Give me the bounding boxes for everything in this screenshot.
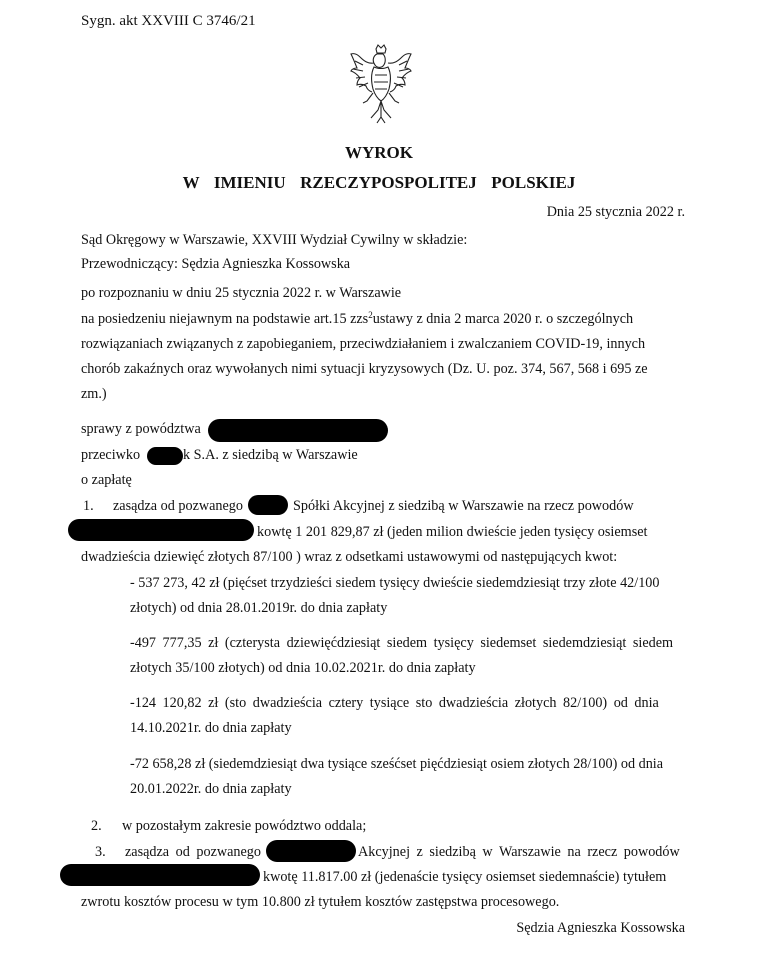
item-text: zwrotu kosztów procesu w tym 10.800 zł tytułem kosztów zastępstwa procesowego.	[81, 894, 560, 910]
procedure-text: na posiedzeniu niejawnym na podstawie art.15 zzs	[81, 311, 369, 327]
item-text: dwadzieścia dziewięć złotych 87/100 ) wraz z odsetkami ustawowymi od następujących kwot:	[81, 549, 618, 565]
item-number: 3.	[95, 844, 106, 860]
item-text: kowtę 1 201 829,87 zł (jeden milion dwieście jeden tysięcy osiemset	[257, 524, 648, 540]
procedure-line: chorób zakaźnych oraz wywołanych nimi sytuacji kryzysowych (Dz. U. poz. 374, 567, 568 i 695 ze	[81, 361, 648, 377]
procedure-line	[81, 311, 633, 328]
superscript: 2	[368, 310, 373, 320]
item-text: zasądza od pozwanego	[125, 844, 261, 860]
interest-amount: -124 120,82 zł (sto dwadzieścia cztery tysiące sto dwadzieścia złotych 82/100) od dnia	[130, 695, 659, 711]
interest-amount: 14.10.2021r. do dnia zapłaty	[130, 720, 292, 736]
interest-amount: - 537 273, 42 zł (pięćset trzydzieści siedem tysięcy dwieście siedemdziesiąt trzy złote 42/100	[130, 575, 660, 591]
case-defendant-rest: k S.A. z siedzibą w Warszawie	[183, 447, 358, 463]
court-composition: Sąd Okręgowy w Warszawie, XXVIII Wydział Cywilny w składzie:	[81, 232, 468, 248]
item-text: Spółki Akcyjnej z siedzibą w Warszawie na rzecz powodów	[293, 498, 634, 514]
interest-amount: złotych) od dnia 28.01.2019r. do dnia zapłaty	[130, 600, 388, 616]
document-subtitle: W IMIENIU RZECZYPOSPOLITEJ POLSKIEJ	[182, 173, 576, 192]
redaction	[147, 447, 183, 465]
procedure-line: rozwiązaniach związanych z zapobieganiem, przeciwdziałaniem i zwalczaniem COVID-19, innych	[81, 336, 646, 352]
item-number: 2.	[91, 818, 102, 834]
redaction	[208, 419, 388, 442]
judgment-date: Dnia 25 stycznia 2022 r.	[546, 204, 685, 220]
item-text: w pozostałym zakresie powództwo oddala;	[122, 818, 367, 834]
item-text: zasądza od pozwanego	[113, 498, 243, 514]
interest-amount: 20.01.2022r. do dnia zapłaty	[130, 781, 292, 797]
polish-eagle-emblem-icon	[347, 43, 415, 125]
redaction	[248, 495, 288, 515]
item-number: 1.	[83, 498, 94, 514]
procedure-text: ustawy z dnia 2 marca 2020 r. o szczególnych	[372, 311, 634, 327]
document-title: WYROK	[345, 143, 413, 162]
interest-amount: złotych 35/100 złotych) od dnia 10.02.2021r. do dnia zapłaty	[130, 660, 476, 676]
item-text: kwotę 11.817.00 zł (jedenaście tysięcy osiemset siedemnaście) tytułem	[263, 869, 667, 885]
case-subject: o zapłatę	[81, 472, 132, 488]
case-plaintiff: sprawy z powództwa	[81, 421, 201, 437]
interest-amount: -497 777,35 zł (czterysta dziewięćdziesiąt siedem tysięcy siedemset siedemdziesiąt siedem	[130, 635, 674, 651]
case-number: Sygn. akt XXVIII C 3746/21	[81, 13, 256, 29]
item-text: Akcyjnej z siedzibą w Warszawie na rzecz powodów	[358, 844, 680, 860]
interest-amount: -72 658,28 zł (siedemdziesiąt dwa tysiące sześćset pięćdziesiąt osiem złotych 28/100) od dnia	[130, 756, 664, 772]
procedure-line: po rozpoznaniu w dniu 25 stycznia 2022 r. w Warszawie	[81, 285, 402, 301]
judge-signature: Sędzia Agnieszka Kossowska	[516, 920, 685, 936]
redaction	[60, 864, 260, 886]
procedure-line: zm.)	[81, 386, 107, 402]
presiding-judge: Przewodniczący: Sędzia Agnieszka Kossowska	[81, 256, 351, 272]
redaction	[266, 840, 356, 862]
redaction	[68, 519, 254, 541]
case-defendant: przeciwko	[81, 447, 141, 463]
